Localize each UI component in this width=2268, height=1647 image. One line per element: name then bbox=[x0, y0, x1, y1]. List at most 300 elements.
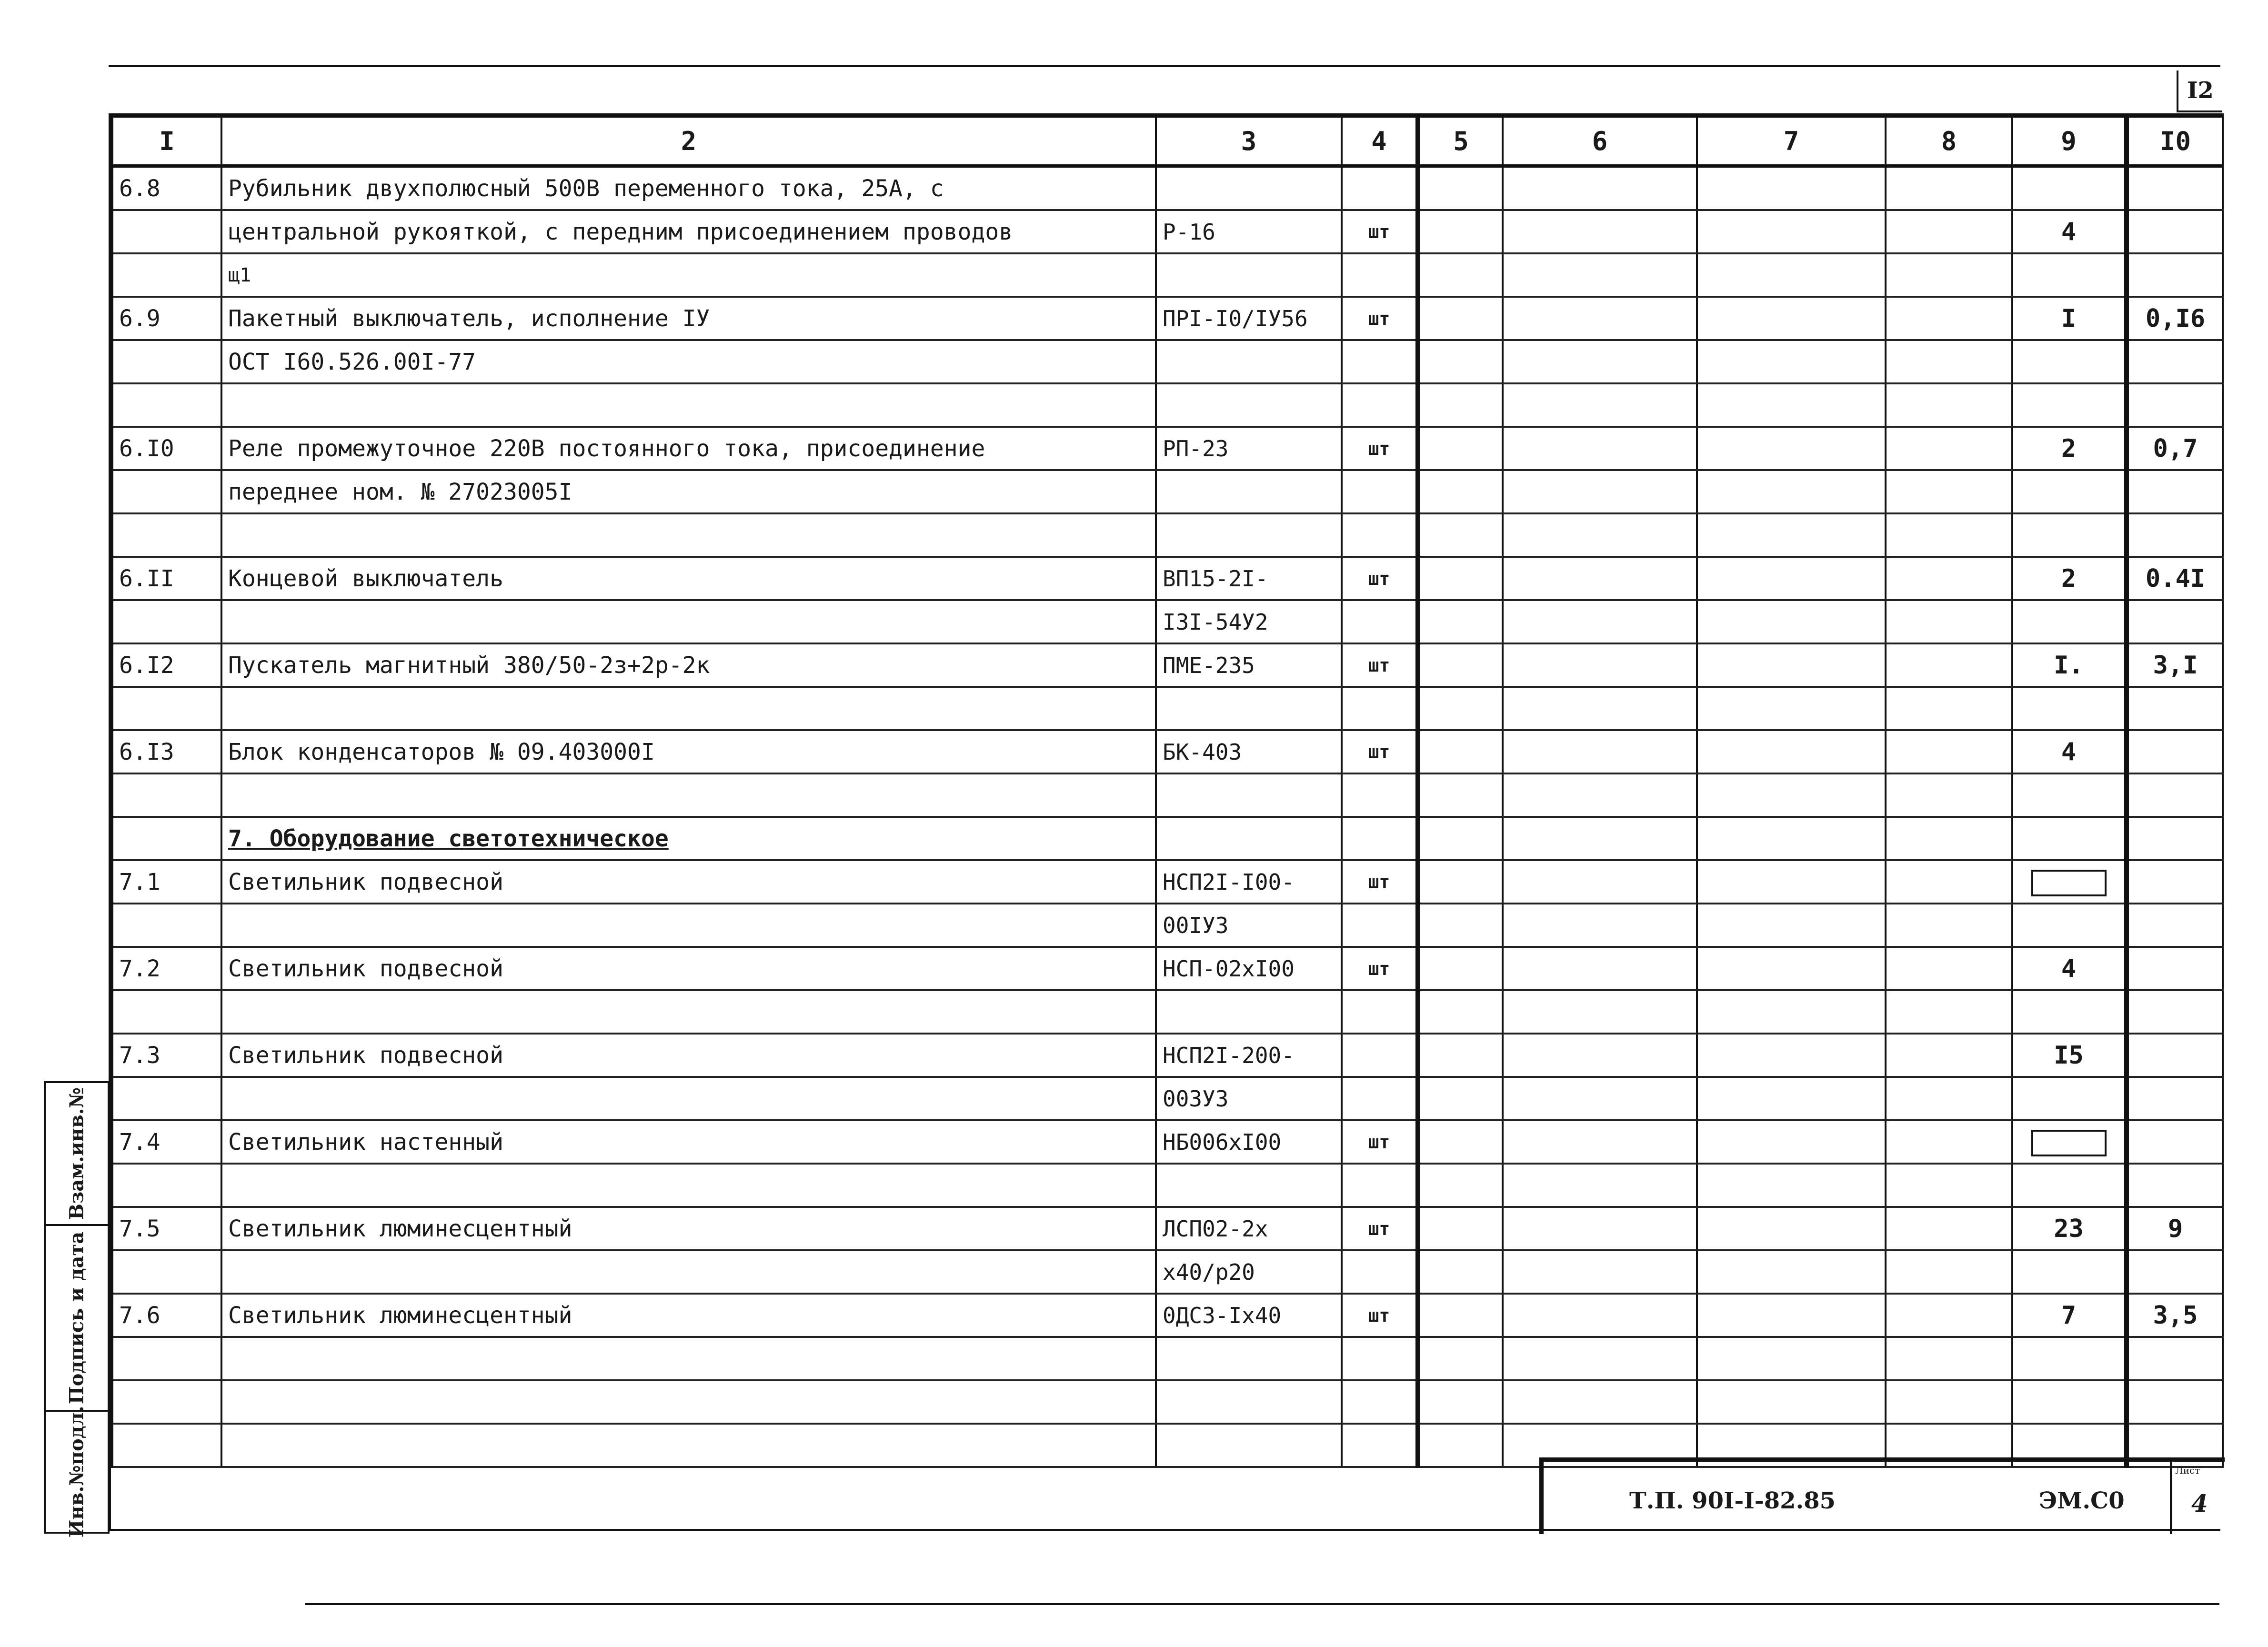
col-8-cell bbox=[1886, 1337, 2012, 1380]
col-5-cell bbox=[1418, 210, 1503, 253]
col-6-cell bbox=[1503, 297, 1697, 340]
qty-col-10 bbox=[2127, 730, 2223, 773]
col-7-cell bbox=[1697, 470, 1886, 513]
item-unit bbox=[1342, 253, 1418, 297]
item-number bbox=[111, 253, 221, 297]
item-number bbox=[111, 1164, 221, 1207]
col-5-cell bbox=[1418, 297, 1503, 340]
side-stamp-inv: Инв.№подл. bbox=[44, 1410, 110, 1534]
item-name: Светильник подвесной bbox=[221, 860, 1156, 904]
qty-col-10 bbox=[2127, 470, 2223, 513]
item-number: 7.3 bbox=[111, 1034, 221, 1077]
item-number: 7.1 bbox=[111, 860, 221, 904]
col-8-cell bbox=[1886, 253, 2012, 297]
col-7-cell bbox=[1697, 427, 1886, 470]
col-8-cell bbox=[1886, 947, 2012, 990]
item-type: НСП2I-200- bbox=[1156, 1034, 1342, 1077]
qty-col-9 bbox=[2012, 513, 2127, 557]
qty-col-10 bbox=[2127, 1380, 2223, 1424]
col-5-cell bbox=[1418, 1034, 1503, 1077]
item-type bbox=[1156, 1337, 1342, 1380]
qty-col-10 bbox=[2127, 1337, 2223, 1380]
col-8-cell bbox=[1886, 1380, 2012, 1424]
col-7-cell bbox=[1697, 1164, 1886, 1207]
item-number bbox=[111, 817, 221, 860]
qty-col-9: 4 bbox=[2012, 947, 2127, 990]
item-unit: шт bbox=[1342, 643, 1418, 687]
qty-col-10: 3,5 bbox=[2127, 1294, 2223, 1337]
col-5-cell bbox=[1418, 340, 1503, 383]
qty-col-10 bbox=[2127, 687, 2223, 730]
item-number: 6.I3 bbox=[111, 730, 221, 773]
item-number: 6.9 bbox=[111, 297, 221, 340]
item-name: Пускатель магнитный 380/50-2з+2р-2к bbox=[221, 643, 1156, 687]
col-7-cell bbox=[1697, 1034, 1886, 1077]
item-type bbox=[1156, 1424, 1342, 1467]
qty-col-9 bbox=[2012, 253, 2127, 297]
col-7-cell bbox=[1697, 1120, 1886, 1164]
col-header-6: 6 bbox=[1503, 116, 1697, 166]
qty-col-10 bbox=[2127, 990, 2223, 1034]
col-6-cell bbox=[1503, 1337, 1697, 1380]
qty-col-10: 0.4I bbox=[2127, 557, 2223, 600]
col-6-cell bbox=[1503, 600, 1697, 643]
col-6-cell bbox=[1503, 1077, 1697, 1120]
item-name bbox=[221, 773, 1156, 817]
col-header-2: 2 bbox=[221, 116, 1156, 166]
col-5-cell bbox=[1418, 643, 1503, 687]
col-6-cell bbox=[1503, 166, 1697, 211]
qty-col-10: 9 bbox=[2127, 1207, 2223, 1250]
qty-col-9: 4 bbox=[2012, 730, 2127, 773]
qty-col-10 bbox=[2127, 1077, 2223, 1120]
item-number: 7.5 bbox=[111, 1207, 221, 1250]
item-number: 7.6 bbox=[111, 1294, 221, 1337]
col-6-cell bbox=[1503, 947, 1697, 990]
qty-col-9 bbox=[2012, 904, 2127, 947]
item-type: НСП2I-I00- bbox=[1156, 860, 1342, 904]
table-row bbox=[111, 1250, 2223, 1294]
col-6-cell bbox=[1503, 253, 1697, 297]
qty-col-10 bbox=[2127, 1164, 2223, 1207]
table-row bbox=[111, 817, 2223, 860]
col-6-cell bbox=[1503, 990, 1697, 1034]
table-row bbox=[111, 1164, 2223, 1207]
col-6-cell bbox=[1503, 643, 1697, 687]
item-type bbox=[1156, 513, 1342, 557]
qty-col-9 bbox=[2012, 860, 2127, 904]
qty-col-9 bbox=[2012, 687, 2127, 730]
qty-col-9 bbox=[2012, 1337, 2127, 1380]
col-7-cell bbox=[1697, 730, 1886, 773]
col-5-cell bbox=[1418, 383, 1503, 427]
item-name bbox=[221, 1337, 1156, 1380]
qty-col-9: 4 bbox=[2012, 210, 2127, 253]
table-row bbox=[111, 1077, 2223, 1120]
col-5-cell bbox=[1418, 427, 1503, 470]
col-5-cell bbox=[1418, 1424, 1503, 1467]
item-unit bbox=[1342, 817, 1418, 860]
col-6-cell bbox=[1503, 513, 1697, 557]
qty-col-9 bbox=[2012, 1120, 2127, 1164]
item-number bbox=[111, 600, 221, 643]
col-7-cell bbox=[1697, 687, 1886, 730]
col-7-cell bbox=[1697, 557, 1886, 600]
col-7-cell bbox=[1697, 297, 1886, 340]
item-name: Блок конденсаторов № 09.403000I bbox=[221, 730, 1156, 773]
table-row bbox=[111, 990, 2223, 1034]
item-unit bbox=[1342, 470, 1418, 513]
col-header-9: 9 bbox=[2012, 116, 2127, 166]
item-type bbox=[1156, 773, 1342, 817]
col-5-cell bbox=[1418, 600, 1503, 643]
item-number bbox=[111, 1337, 221, 1380]
document-code: Т.П. 90I-I-82.85 bbox=[1629, 1487, 1836, 1514]
qty-col-9: 23 bbox=[2012, 1207, 2127, 1250]
col-header-7: 7 bbox=[1697, 116, 1886, 166]
table-row bbox=[111, 860, 2223, 904]
side-stamp-replace: Взам.инв.№ bbox=[44, 1081, 110, 1226]
table-row bbox=[111, 1207, 2223, 1250]
item-unit: шт bbox=[1342, 947, 1418, 990]
col-header-5: 5 bbox=[1418, 116, 1503, 166]
item-unit: шт bbox=[1342, 730, 1418, 773]
bottom-trim-rule bbox=[305, 1603, 2219, 1605]
col-7-cell bbox=[1697, 1337, 1886, 1380]
item-unit bbox=[1342, 513, 1418, 557]
item-name bbox=[221, 687, 1156, 730]
qty-col-10 bbox=[2127, 1034, 2223, 1077]
item-type: НСП-02хI00 bbox=[1156, 947, 1342, 990]
qty-col-10 bbox=[2127, 166, 2223, 211]
col-6-cell bbox=[1503, 210, 1697, 253]
col-8-cell bbox=[1886, 297, 2012, 340]
qty-col-10 bbox=[2127, 1120, 2223, 1164]
col-5-cell bbox=[1418, 990, 1503, 1034]
table-row bbox=[111, 1034, 2223, 1077]
col-6-cell bbox=[1503, 1380, 1697, 1424]
table-row bbox=[111, 730, 2223, 773]
table-row bbox=[111, 513, 2223, 557]
col-5-cell bbox=[1418, 773, 1503, 817]
item-name: Концевой выключатель bbox=[221, 557, 1156, 600]
item-number bbox=[111, 1077, 221, 1120]
item-type bbox=[1156, 1380, 1342, 1424]
col-6-cell bbox=[1503, 860, 1697, 904]
table-row bbox=[111, 470, 2223, 513]
qty-col-10 bbox=[2127, 253, 2223, 297]
item-name: переднее ном. № 27023005I bbox=[221, 470, 1156, 513]
item-number: 6.I2 bbox=[111, 643, 221, 687]
col-6-cell bbox=[1503, 340, 1697, 383]
col-5-cell bbox=[1418, 817, 1503, 860]
col-7-cell bbox=[1697, 947, 1886, 990]
col-7-cell bbox=[1697, 513, 1886, 557]
item-unit: шт bbox=[1342, 860, 1418, 904]
col-8-cell bbox=[1886, 1120, 2012, 1164]
item-name: Рубильник двухполюсный 500В переменного тока, 25А, с bbox=[221, 166, 1156, 211]
item-type bbox=[1156, 340, 1342, 383]
col-7-cell bbox=[1697, 1207, 1886, 1250]
item-type: БК-403 bbox=[1156, 730, 1342, 773]
col-8-cell bbox=[1886, 427, 2012, 470]
table-row bbox=[111, 253, 2223, 297]
qty-col-9 bbox=[2012, 1380, 2127, 1424]
col-7-cell bbox=[1697, 600, 1886, 643]
item-number bbox=[111, 210, 221, 253]
col-8-cell bbox=[1886, 990, 2012, 1034]
item-unit bbox=[1342, 166, 1418, 211]
qty-col-10 bbox=[2127, 904, 2223, 947]
item-name: ОСТ I60.526.00I-77 bbox=[221, 340, 1156, 383]
col-7-cell bbox=[1697, 990, 1886, 1034]
item-number bbox=[111, 513, 221, 557]
item-unit bbox=[1342, 1077, 1418, 1120]
item-unit bbox=[1342, 1424, 1418, 1467]
qty-col-10 bbox=[2127, 340, 2223, 383]
col-header-4: 4 bbox=[1342, 116, 1418, 166]
item-unit: шт bbox=[1342, 1120, 1418, 1164]
col-8-cell bbox=[1886, 643, 2012, 687]
qty-col-10 bbox=[2127, 860, 2223, 904]
sheet-box bbox=[2170, 1462, 2225, 1534]
item-number bbox=[111, 687, 221, 730]
col-8-cell bbox=[1886, 470, 2012, 513]
qty-col-10: 0,I6 bbox=[2127, 297, 2223, 340]
item-number: 6.8 bbox=[111, 166, 221, 211]
item-number: 7.4 bbox=[111, 1120, 221, 1164]
qty-col-9 bbox=[2012, 817, 2127, 860]
col-8-cell bbox=[1886, 1250, 2012, 1294]
col-6-cell bbox=[1503, 1034, 1697, 1077]
header-row bbox=[111, 116, 2223, 166]
qty-col-10 bbox=[2127, 600, 2223, 643]
col-5-cell bbox=[1418, 1294, 1503, 1337]
qty-col-9 bbox=[2012, 383, 2127, 427]
item-number bbox=[111, 1380, 221, 1424]
table-row bbox=[111, 297, 2223, 340]
item-unit bbox=[1342, 600, 1418, 643]
item-unit: шт bbox=[1342, 557, 1418, 600]
qty-col-10 bbox=[2127, 773, 2223, 817]
qty-col-9: 2 bbox=[2012, 557, 2127, 600]
col-7-cell bbox=[1697, 860, 1886, 904]
col-8-cell bbox=[1886, 340, 2012, 383]
table-row bbox=[111, 1294, 2223, 1337]
col-5-cell bbox=[1418, 860, 1503, 904]
table-row bbox=[111, 643, 2223, 687]
table-row bbox=[111, 773, 2223, 817]
col-5-cell bbox=[1418, 1337, 1503, 1380]
col-7-cell bbox=[1697, 166, 1886, 211]
side-stamp bbox=[44, 1081, 110, 1538]
col-6-cell bbox=[1503, 383, 1697, 427]
col-7-cell bbox=[1697, 253, 1886, 297]
item-type bbox=[1156, 1164, 1342, 1207]
col-8-cell bbox=[1886, 1034, 2012, 1077]
item-unit bbox=[1342, 1337, 1418, 1380]
col-6-cell bbox=[1503, 1294, 1697, 1337]
col-5-cell bbox=[1418, 557, 1503, 600]
item-number: 7.2 bbox=[111, 947, 221, 990]
col-8-cell bbox=[1886, 773, 2012, 817]
col-8-cell bbox=[1886, 904, 2012, 947]
qty-col-10 bbox=[2127, 947, 2223, 990]
item-type: РП-23 bbox=[1156, 427, 1342, 470]
col-5-cell bbox=[1418, 470, 1503, 513]
empty-box bbox=[2031, 870, 2107, 896]
side-stamp-sign: Подпись и дата bbox=[44, 1224, 110, 1412]
col-7-cell bbox=[1697, 773, 1886, 817]
item-name bbox=[221, 513, 1156, 557]
item-unit: шт bbox=[1342, 1294, 1418, 1337]
item-name: Пакетный выключатель, исполнение IУ bbox=[221, 297, 1156, 340]
col-8-cell bbox=[1886, 687, 2012, 730]
qty-col-9 bbox=[2012, 773, 2127, 817]
col-8-cell bbox=[1886, 860, 2012, 904]
col-6-cell bbox=[1503, 557, 1697, 600]
qty-col-9: 2 bbox=[2012, 427, 2127, 470]
col-7-cell bbox=[1697, 1294, 1886, 1337]
specification-table bbox=[109, 113, 2224, 1468]
col-6-cell bbox=[1503, 1207, 1697, 1250]
left-frame-rule bbox=[109, 1419, 111, 1531]
table-row bbox=[111, 687, 2223, 730]
item-name bbox=[221, 1424, 1156, 1467]
table-row bbox=[111, 1380, 2223, 1424]
table-row bbox=[111, 1337, 2223, 1380]
item-name: Светильник люминесцентный bbox=[221, 1294, 1156, 1337]
qty-col-9 bbox=[2012, 1077, 2127, 1120]
col-7-cell bbox=[1697, 340, 1886, 383]
col-6-cell bbox=[1503, 1120, 1697, 1164]
item-unit bbox=[1342, 687, 1418, 730]
col-6-cell bbox=[1503, 1250, 1697, 1294]
col-6-cell bbox=[1503, 470, 1697, 513]
col-7-cell bbox=[1697, 1380, 1886, 1424]
item-type: ПМЕ-235 bbox=[1156, 643, 1342, 687]
table-row bbox=[111, 557, 2223, 600]
col-5-cell bbox=[1418, 947, 1503, 990]
col-7-cell bbox=[1697, 817, 1886, 860]
col-8-cell bbox=[1886, 817, 2012, 860]
qty-col-10 bbox=[2127, 513, 2223, 557]
qty-col-10 bbox=[2127, 817, 2223, 860]
item-unit bbox=[1342, 383, 1418, 427]
item-type: 003У3 bbox=[1156, 1077, 1342, 1120]
col-8-cell bbox=[1886, 1164, 2012, 1207]
col-7-cell bbox=[1697, 383, 1886, 427]
item-number: 6.I0 bbox=[111, 427, 221, 470]
document-mark: ЭМ.С0 bbox=[2039, 1487, 2125, 1514]
item-name: Светильник люминесцентный bbox=[221, 1207, 1156, 1250]
qty-col-9 bbox=[2012, 1164, 2127, 1207]
table-row bbox=[111, 340, 2223, 383]
col-8-cell bbox=[1886, 600, 2012, 643]
item-number bbox=[111, 470, 221, 513]
col-5-cell bbox=[1418, 1077, 1503, 1120]
item-unit: шт bbox=[1342, 1207, 1418, 1250]
item-number bbox=[111, 340, 221, 383]
item-unit bbox=[1342, 990, 1418, 1034]
table-row bbox=[111, 1120, 2223, 1164]
item-type: 00IУ3 bbox=[1156, 904, 1342, 947]
col-7-cell bbox=[1697, 643, 1886, 687]
sheet-number: 4 bbox=[2191, 1489, 2208, 1517]
qty-col-9 bbox=[2012, 470, 2127, 513]
title-block bbox=[1539, 1457, 2225, 1534]
col-8-cell bbox=[1886, 383, 2012, 427]
item-type: ПРI-I0/IУ56 bbox=[1156, 297, 1342, 340]
sheet-label: Лист bbox=[2175, 1465, 2200, 1476]
item-number bbox=[111, 1250, 221, 1294]
col-header-10: I0 bbox=[2127, 116, 2223, 166]
item-number bbox=[111, 904, 221, 947]
col-5-cell bbox=[1418, 730, 1503, 773]
item-type bbox=[1156, 817, 1342, 860]
table-row bbox=[111, 166, 2223, 211]
item-number bbox=[111, 773, 221, 817]
table-row bbox=[111, 427, 2223, 470]
item-name bbox=[221, 600, 1156, 643]
item-name: Реле промежуточное 220В постоянного тока, присоединение bbox=[221, 427, 1156, 470]
col-6-cell bbox=[1503, 773, 1697, 817]
col-6-cell bbox=[1503, 687, 1697, 730]
qty-col-9: 7 bbox=[2012, 1294, 2127, 1337]
item-unit bbox=[1342, 1164, 1418, 1207]
col-5-cell bbox=[1418, 687, 1503, 730]
col-7-cell bbox=[1697, 904, 1886, 947]
item-name bbox=[221, 1250, 1156, 1294]
item-unit bbox=[1342, 1034, 1418, 1077]
col-8-cell bbox=[1886, 1077, 2012, 1120]
table-row bbox=[111, 383, 2223, 427]
item-name bbox=[221, 383, 1156, 427]
item-unit bbox=[1342, 1250, 1418, 1294]
item-type: х40/р20 bbox=[1156, 1250, 1342, 1294]
col-6-cell bbox=[1503, 817, 1697, 860]
col-7-cell bbox=[1697, 210, 1886, 253]
col-6-cell bbox=[1503, 730, 1697, 773]
col-5-cell bbox=[1418, 1164, 1503, 1207]
col-7-cell bbox=[1697, 1250, 1886, 1294]
item-name bbox=[221, 1380, 1156, 1424]
col-5-cell bbox=[1418, 1120, 1503, 1164]
item-number bbox=[111, 383, 221, 427]
col-6-cell bbox=[1503, 427, 1697, 470]
item-type: Р-16 bbox=[1156, 210, 1342, 253]
top-rule bbox=[109, 65, 2220, 67]
item-type: I3I-54У2 bbox=[1156, 600, 1342, 643]
item-unit: шт bbox=[1342, 297, 1418, 340]
qty-col-9 bbox=[2012, 166, 2127, 211]
empty-box bbox=[2031, 1130, 2107, 1156]
col-8-cell bbox=[1886, 513, 2012, 557]
table-body bbox=[111, 166, 2223, 1467]
item-type: НБ006хI00 bbox=[1156, 1120, 1342, 1164]
qty-col-9 bbox=[2012, 990, 2127, 1034]
col-7-cell bbox=[1697, 1077, 1886, 1120]
col-8-cell bbox=[1886, 557, 2012, 600]
qty-col-9: I5 bbox=[2012, 1034, 2127, 1077]
table-row bbox=[111, 210, 2223, 253]
item-unit: шт bbox=[1342, 210, 1418, 253]
qty-col-10 bbox=[2127, 383, 2223, 427]
item-unit bbox=[1342, 1380, 1418, 1424]
item-name: 7. Оборудование светотехническое bbox=[221, 817, 1156, 860]
item-type: ЛСП02-2х bbox=[1156, 1207, 1342, 1250]
col-5-cell bbox=[1418, 253, 1503, 297]
